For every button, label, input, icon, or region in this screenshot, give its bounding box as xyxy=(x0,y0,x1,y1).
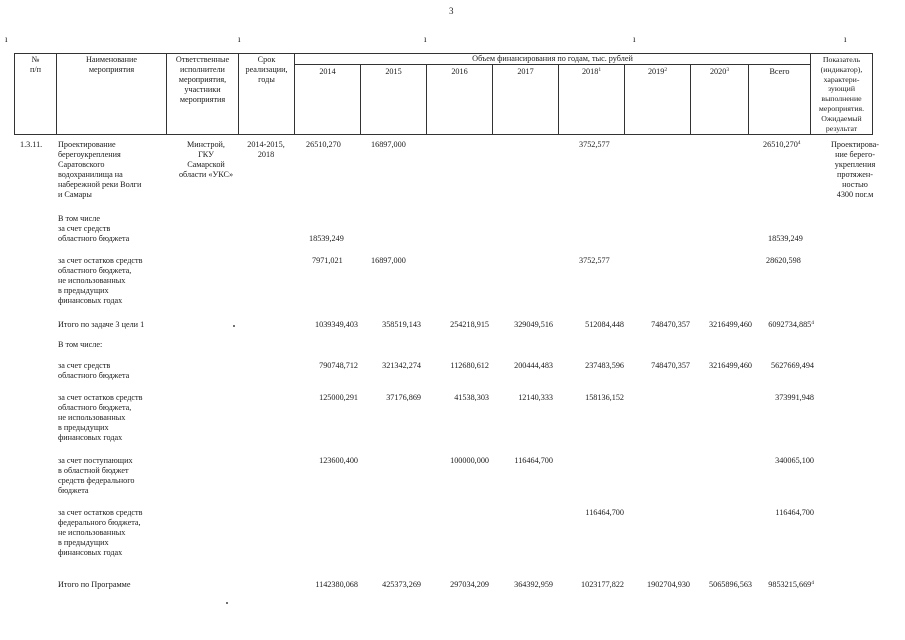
col-financing-header: Объем финансирования по годам, тыс. рублей xyxy=(295,54,811,65)
value-cell: 1142380,068 xyxy=(315,580,358,589)
scan-mark: ı xyxy=(633,34,636,44)
task-total-label: Итого по задаче 3 цели 1 xyxy=(58,320,145,329)
item-value-2015: 16897,000 xyxy=(371,140,406,149)
item-sub2-total: 28620,598 xyxy=(766,256,801,265)
program-total-label: Итого по Программе xyxy=(58,580,131,589)
value-cell: 5065896,563 xyxy=(709,580,752,589)
scan-dot xyxy=(226,602,228,604)
task-including-label: В том числе: xyxy=(58,340,103,349)
value-cell: 3216499,460 xyxy=(709,320,752,329)
value-cell: 790748,712 xyxy=(319,361,358,370)
scan-mark: ı xyxy=(5,34,8,44)
value-cell: 9853215,669$^4$ xyxy=(768,580,814,589)
value-cell: 116464,700 xyxy=(585,508,624,517)
value-cell: 340065,100 xyxy=(775,456,814,465)
value-cell: 3216499,460 xyxy=(709,361,752,370)
item-sub2-2014: 7971,021 xyxy=(312,256,343,265)
value-cell: 1039349,403 xyxy=(315,320,358,329)
item-sub1-2014: 18539,249 xyxy=(309,234,344,243)
item-result: Проектирова- ние берего- укрепления протяжен- ностью 4300 пог.м xyxy=(831,140,879,199)
scan-mark: ı xyxy=(424,34,427,44)
col-term-header: Срок реализации, годы xyxy=(239,54,295,135)
col-indicator-header: Показатель (индикатор), характери-зующий выполнение мероприятия. Ожидаемый результат xyxy=(811,54,873,135)
col-year-header: 2014 xyxy=(295,65,361,135)
value-cell: 125000,291 xyxy=(319,393,358,402)
value-cell: 116464,700 xyxy=(775,508,814,517)
item-number: 1.3.11. xyxy=(20,140,43,149)
item-sub1-label: В том числе за счет средств областного бюджета xyxy=(58,214,130,243)
col-year-header: 2015 xyxy=(361,65,427,135)
value-cell: 254218,915 xyxy=(450,320,489,329)
funding-source-label: за счет средств областного бюджета xyxy=(58,361,130,380)
scan-dot xyxy=(233,325,235,327)
funding-source-label: за счет остатков средств областного бюджета, не использованных в предыдущих финансовых годах xyxy=(58,393,143,442)
value-cell: 297034,209 xyxy=(450,580,489,589)
value-cell: 112680,612 xyxy=(450,361,489,370)
value-cell: 100000,000 xyxy=(450,456,489,465)
item-sub1-total: 18539,249 xyxy=(768,234,803,243)
item-responsible: Минстрой, ГКУ Самарской области «УКС» xyxy=(178,140,234,179)
value-cell: 1902704,930 xyxy=(647,580,690,589)
col-responsible-header: Ответственные исполнители мероприятия, участники мероприятия xyxy=(167,54,239,135)
value-cell: 41538,303 xyxy=(454,393,489,402)
col-year-header: 2020$^3$ xyxy=(691,65,749,135)
value-cell: 116464,700 xyxy=(514,456,553,465)
scan-mark: ı xyxy=(238,34,241,44)
col-year-header: 2018$^1$ xyxy=(559,65,625,135)
funding-source-label: за счет поступающих в областной бюджет средств федерального бюджета xyxy=(58,456,135,495)
item-name: Проектирование берегоукрепления Саратовского водохранилища на набережной реки Волги и Самары xyxy=(58,140,142,199)
item-value-2014: 26510,270 xyxy=(306,140,341,149)
item-sub2-label: за счет остатков средств областного бюджета, не использованных в предыдущих финансовых годах xyxy=(58,256,143,305)
value-cell: 512084,448 xyxy=(585,320,624,329)
value-cell: 158136,152 xyxy=(585,393,624,402)
col-name-header: Наименование мероприятия xyxy=(57,54,167,135)
value-cell: 6092734,885$^4$ xyxy=(768,320,814,329)
value-cell: 364392,959 xyxy=(514,580,553,589)
value-cell: 329049,516 xyxy=(514,320,553,329)
value-cell: 237483,596 xyxy=(585,361,624,370)
table-header xyxy=(14,53,873,135)
funding-source-label: за счет остатков средств федерального бюджета, не использованных в предыдущих финансовых годах xyxy=(58,508,143,557)
col-year-header: Всего xyxy=(749,65,811,135)
value-cell: 748470,357 xyxy=(651,361,690,370)
value-cell: 425373,269 xyxy=(382,580,421,589)
value-cell: 321342,274 xyxy=(382,361,421,370)
value-cell: 12140,333 xyxy=(518,393,553,402)
page-number: 3 xyxy=(449,6,454,16)
value-cell: 5627669,494 xyxy=(771,361,814,370)
item-sub2-2015: 16897,000 xyxy=(371,256,406,265)
value-cell: 373991,948 xyxy=(775,393,814,402)
value-cell: 358519,143 xyxy=(382,320,421,329)
value-cell: 123600,400 xyxy=(319,456,358,465)
col-year-header: 2019$^2$ xyxy=(625,65,691,135)
value-cell: 37176,869 xyxy=(386,393,421,402)
col-year-header: 2016 xyxy=(427,65,493,135)
value-cell: 748470,357 xyxy=(651,320,690,329)
col-no-header: № п/п xyxy=(15,54,57,135)
col-year-header: 2017 xyxy=(493,65,559,135)
item-total: 26510,270$^4$ xyxy=(763,140,801,149)
item-term: 2014-2015, 2018 xyxy=(247,140,285,159)
item-sub2-2018: 3752,577 xyxy=(579,256,610,265)
value-cell: 1023177,822 xyxy=(581,580,624,589)
scan-mark: ı xyxy=(844,34,847,44)
item-value-2018: 3752,577 xyxy=(579,140,610,149)
value-cell: 200444,483 xyxy=(514,361,553,370)
